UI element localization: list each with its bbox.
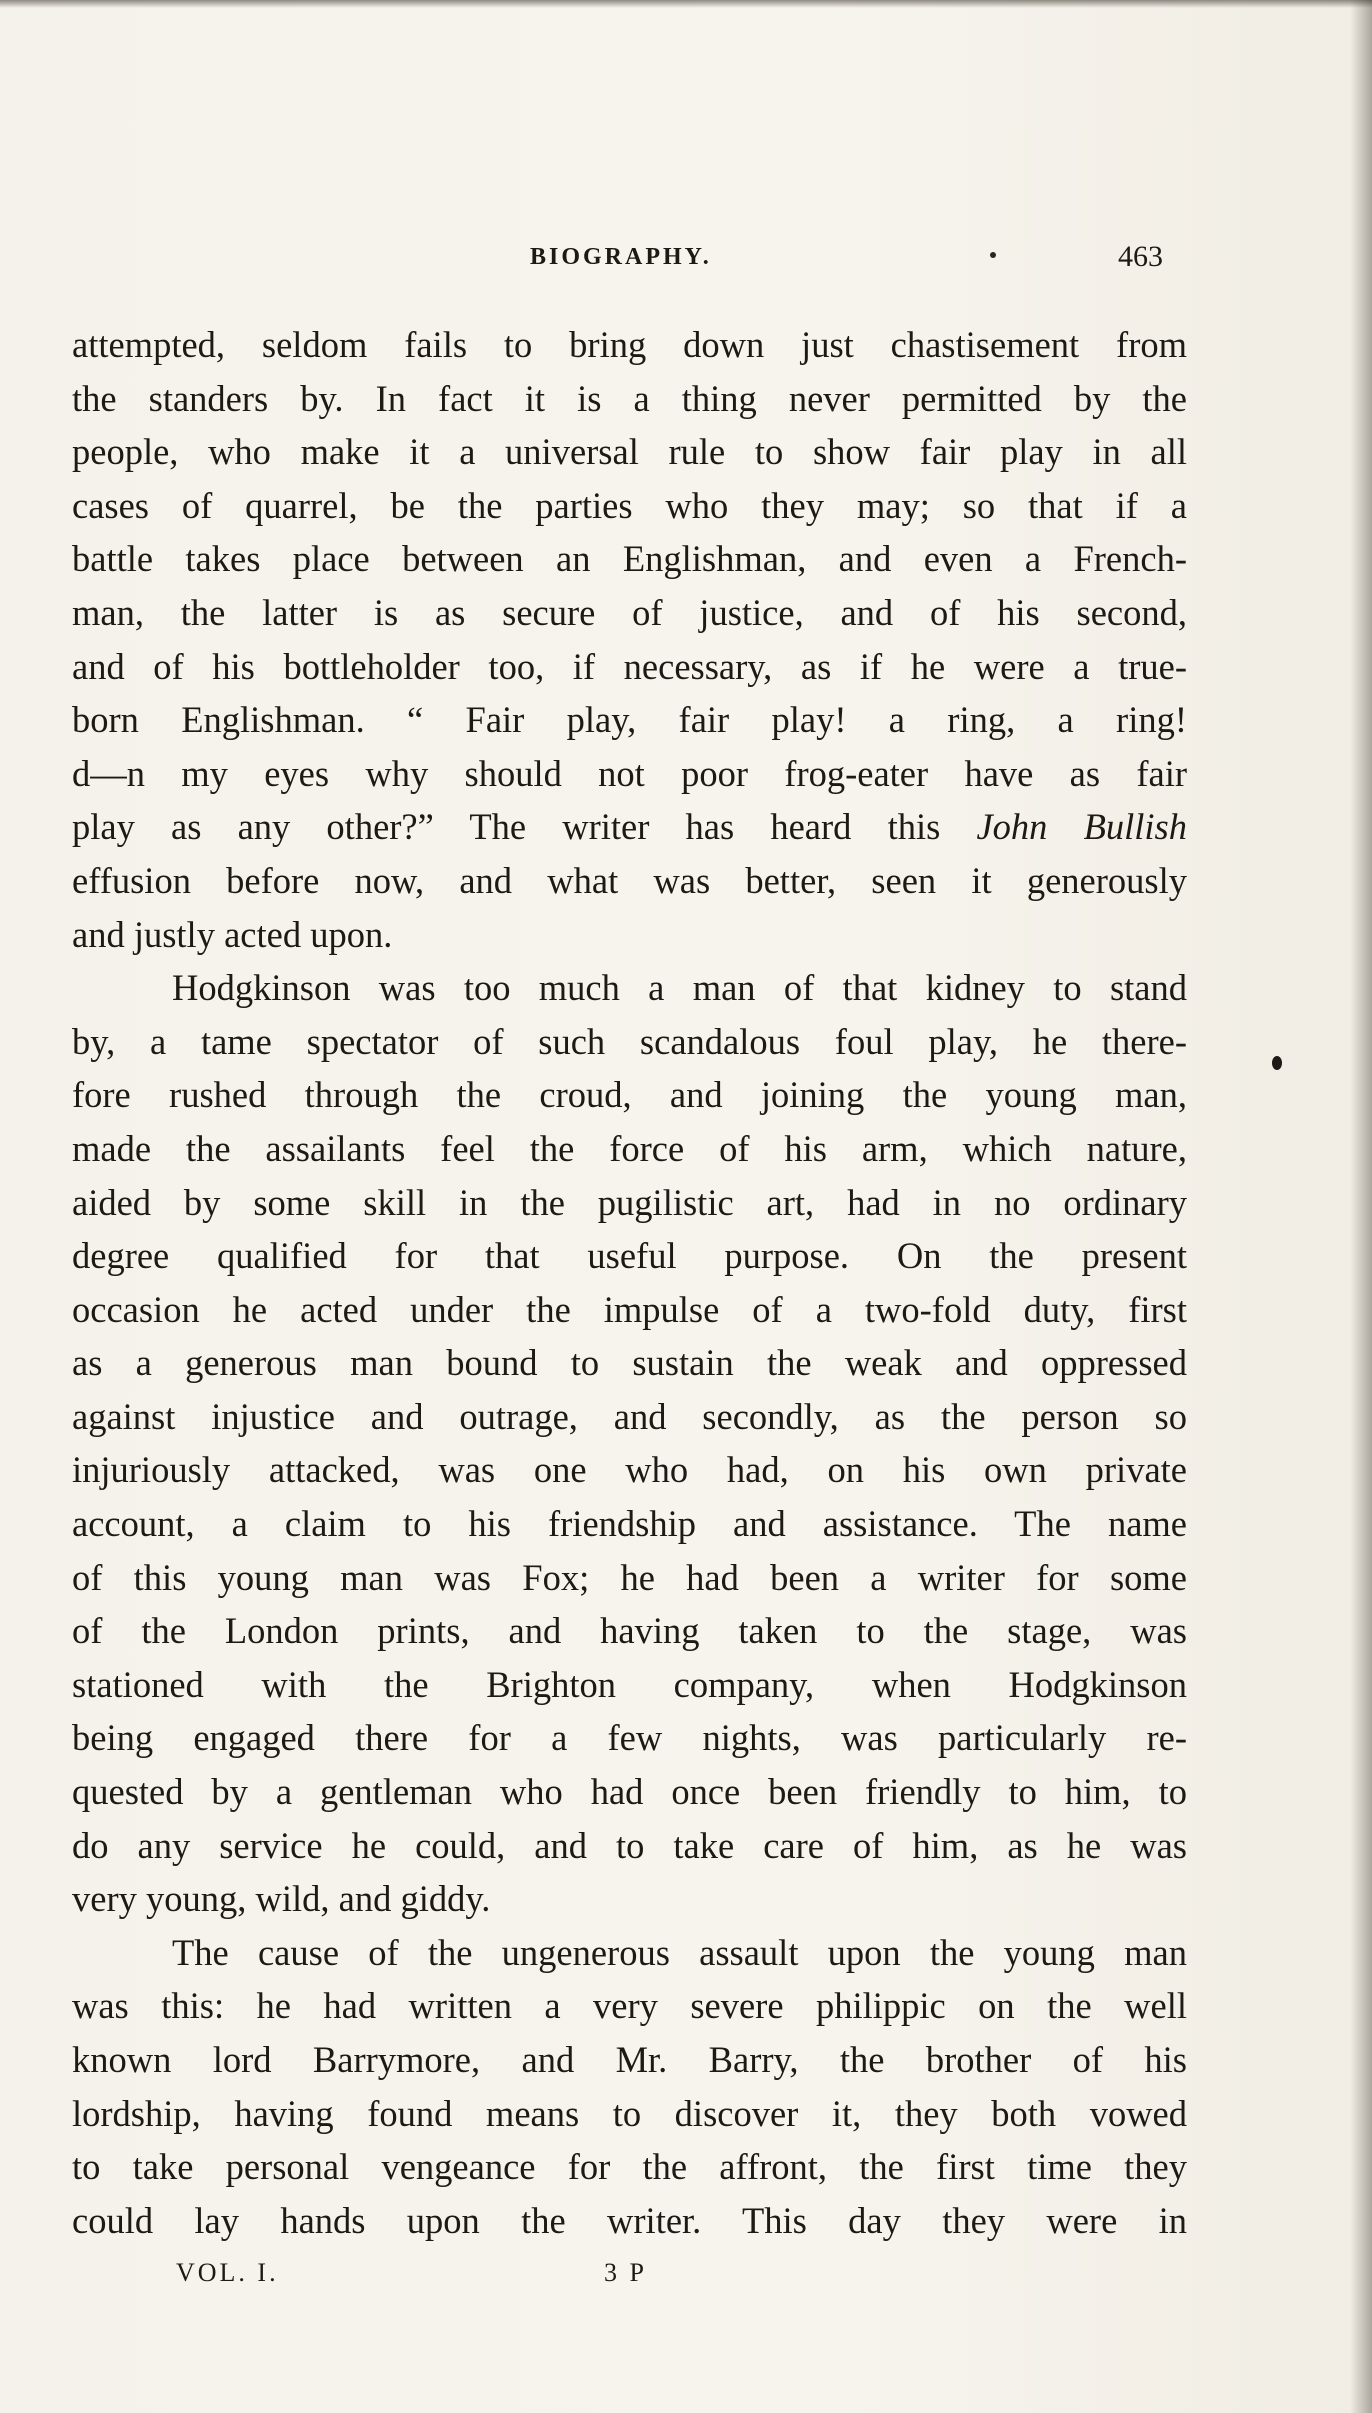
text-line: lordship, having found means to discover it, they both vowed <box>72 2092 1187 2134</box>
text-line: aided by some skill in the pugilistic art, had in no ordinary <box>72 1181 1187 1223</box>
text-line: the standers by. In fact it is a thing never permitted by the <box>72 377 1187 419</box>
text-line: cases of quarrel, be the parties who they may; so that if a <box>72 484 1187 526</box>
text-line: against injustice and outrage, and secondly, as the person so <box>72 1395 1187 1437</box>
page-header <box>0 240 1372 284</box>
italic-phrase: John Bullish <box>976 806 1188 848</box>
text-line: battle takes place between an Englishman, and even a French- <box>72 538 1187 580</box>
ink-speck <box>990 252 996 258</box>
page-right-shadow <box>1350 0 1372 2413</box>
text-line: account, a claim to his friendship and assistance. The name <box>72 1503 1187 1545</box>
text-line: born Englishman. “ Fair play, fair play! a ring, a ring! <box>72 699 1187 741</box>
page-footer <box>0 2258 1372 2298</box>
text-line: Hodgkinson was too much a man of that kidney to stand <box>172 967 1187 1009</box>
text-line: quested by a gentleman who had once been friendly to him, to <box>72 1771 1187 1813</box>
text-line: attempted, seldom fails to bring down just chastisement from <box>72 324 1187 365</box>
text-line: occasion he acted under the impulse of a two-fold duty, first <box>72 1288 1187 1330</box>
text-line: people, who make it a universal rule to show fair play in all <box>72 431 1187 473</box>
text-line: of this young man was Fox; he had been a writer for some <box>72 1556 1187 1598</box>
running-head: BIOGRAPHY. <box>530 244 712 270</box>
text-line: injuriously attacked, was one who had, on his own private <box>72 1449 1187 1491</box>
text-line: and of his bottleholder too, if necessary, as if he were a true- <box>72 645 1187 687</box>
text-line: and justly acted upon. <box>72 913 393 955</box>
text-line: to take personal vengeance for the affront, the first time they <box>72 2146 1187 2188</box>
signature-mark: 3 P <box>604 2258 647 2287</box>
text-line: effusion before now, and what was better, seen it generously <box>72 859 1187 901</box>
paragraph-1 <box>72 318 1187 961</box>
text-line: d—n my eyes why should not poor frog-eater have as fair <box>72 752 1187 794</box>
text-line: made the assailants feel the force of his arm, which nature, <box>72 1127 1187 1169</box>
text-line: was this: he had written a very severe philippic on the well <box>72 1985 1187 2027</box>
text-line: stationed with the Brighton company, when Hodgkinson <box>72 1663 1187 1705</box>
text-line: degree qualified for that useful purpose. On the present <box>72 1235 1187 1277</box>
text-line: being engaged there for a few nights, was particularly re- <box>72 1717 1187 1759</box>
text-line: do any service he could, and to take care of him, as he was <box>72 1824 1187 1866</box>
text-line: fore rushed through the croud, and joining the young man, <box>72 1074 1187 1116</box>
text-line: could lay hands upon the writer. This day they were in <box>72 2199 1187 2241</box>
page-top-shadow <box>0 0 1372 8</box>
text-line <box>72 800 1187 854</box>
text-line: known lord Barrymore, and Mr. Barry, the brother of his <box>72 2039 1187 2080</box>
ink-blot <box>1272 1056 1282 1070</box>
text-line-start: play as any other?” The writer has heard this <box>72 806 977 848</box>
text-line: by, a tame spectator of such scandalous foul play, he there- <box>72 1020 1187 1062</box>
text-line: of the London prints, and having taken to the stage, was <box>72 1610 1187 1652</box>
text-line: man, the latter is as secure of justice, and of his second, <box>72 591 1187 633</box>
volume-label: VOL. I. <box>176 2258 279 2287</box>
paragraph-3 <box>72 1926 1187 2248</box>
text-line: very young, wild, and giddy. <box>72 1878 491 1920</box>
text-line: as a generous man bound to sustain the weak and oppressed <box>72 1342 1187 1384</box>
text-line: The cause of the ungenerous assault upon the young man <box>172 1931 1187 1973</box>
page-number: 463 <box>1118 240 1163 273</box>
body-text <box>72 318 1187 2247</box>
paragraph-2 <box>72 961 1187 1926</box>
